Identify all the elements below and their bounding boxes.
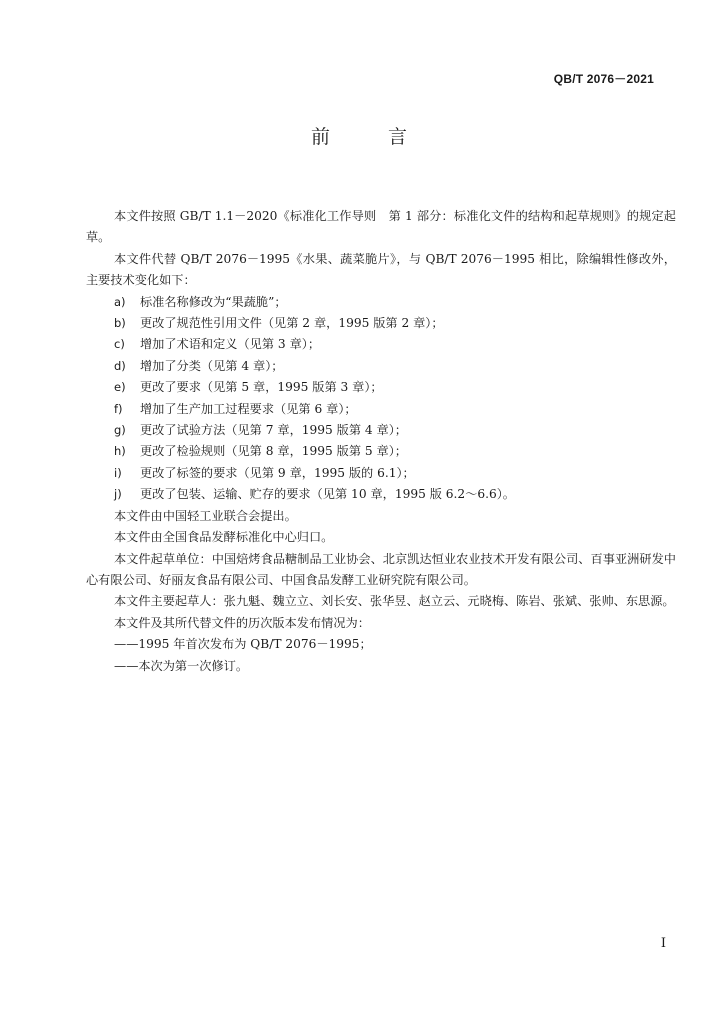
- list-item-text: 增加了生产加工过程要求（见第 6 章）；: [140, 401, 357, 416]
- list-marker: a): [114, 294, 126, 309]
- closing-paragraph: 本文件由全国食品发酵标准化中心归口。: [114, 530, 334, 545]
- list-item: [86, 399, 676, 420]
- list-item: [86, 420, 676, 441]
- list-marker: c): [114, 337, 125, 352]
- list-marker: i): [114, 465, 122, 480]
- list-item: [86, 377, 676, 398]
- list-item: [86, 334, 676, 355]
- closing-paragraph: 本文件由中国轻工业联合会提出。: [114, 508, 297, 523]
- list-item-text: 增加了术语和定义（见第 3 章）；: [140, 337, 321, 352]
- list-item-text: 标准名称修改为“果蔬脆”；: [140, 294, 287, 309]
- history-item: ——本次为第一次修订。: [114, 658, 249, 673]
- closing-paragraph: 本文件起草单位：中国焙烤食品糖制品工业协会、北京凯达恒业农业技术开发有限公司、百事亚洲研发中心有限公司、好丽友食品有限公司、中国食品发酵工业研究院有限公司。: [86, 551, 676, 587]
- page-title: 前 言: [310, 126, 434, 148]
- intro-paragraph: 本文件按照 GB/T 1.1－2020《标准化工作导则 第 1 部分：标准化文件的结构和起草规则》的规定起草。: [86, 209, 676, 245]
- page-number: I: [660, 936, 666, 951]
- list-item-text: 更改了包装、运输、贮存的要求（见第 10 章，1995 版 6.2～6.6）。: [140, 487, 515, 502]
- list-marker: g): [114, 423, 126, 438]
- list-marker: d): [114, 358, 126, 373]
- changes-list: [86, 292, 676, 506]
- list-item-text: 更改了要求（见第 5 章，1995 版第 3 章）；: [140, 380, 383, 395]
- list-item-text: 增加了分类（见第 4 章）；: [140, 358, 284, 373]
- list-item-text: 更改了规范性引用文件（见第 2 章，1995 版第 2 章）；: [140, 316, 444, 331]
- list-item-text: 更改了试验方法（见第 7 章，1995 版第 4 章）；: [140, 423, 407, 438]
- list-marker: e): [114, 380, 126, 395]
- list-marker: f): [114, 401, 123, 416]
- list-item: [86, 441, 676, 462]
- intro-paragraph: 本文件代替 QB/T 2076－1995《水果、蔬菜脆片》，与 QB/T 2076－1995 相比，除编辑性修改外，主要技术变化如下：: [86, 251, 676, 288]
- list-item: [86, 356, 676, 377]
- list-item-text: 更改了检验规则（见第 8 章，1995 版第 5 章）；: [140, 444, 407, 459]
- standard-code: QB/T 2076－2021: [553, 72, 654, 86]
- closing-paragraph: 本文件主要起草人：张九魁、魏立立、刘长安、张华昱、赵立云、元晓梅、陈岩、张斌、张帅、东思源。: [114, 594, 675, 609]
- list-marker: h): [114, 444, 126, 459]
- closing-paragraph: 本文件及其所代替文件的历次版本发布情况为：: [114, 615, 370, 630]
- list-item: [86, 484, 676, 505]
- list-marker: j): [114, 487, 122, 502]
- list-item: [86, 463, 676, 484]
- list-item: [86, 292, 676, 313]
- history-item: ——1995 年首次发布为 QB/T 2076－1995；: [114, 637, 372, 652]
- foreword-body: [86, 206, 676, 677]
- list-item: [86, 313, 676, 334]
- list-item-text: 更改了标签的要求（见第 9 章，1995 版的 6.1）；: [140, 465, 415, 480]
- list-marker: b): [114, 316, 126, 331]
